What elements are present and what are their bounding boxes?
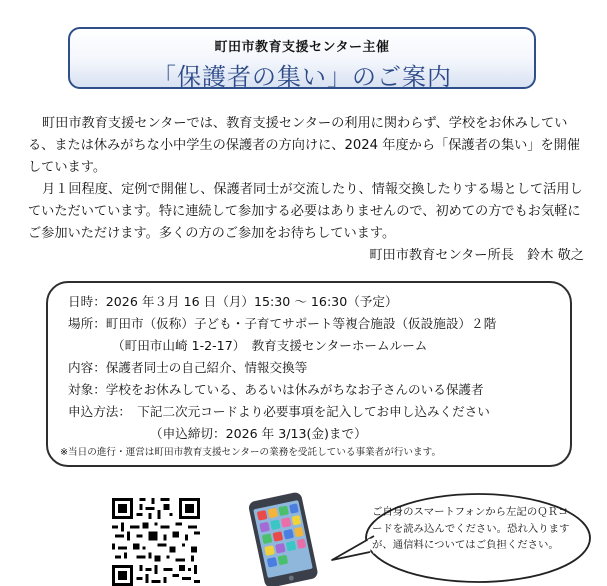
signature: 町田市教育センター所長 鈴木 敬之 [369,248,584,263]
footnote: ※当日の進行・運営は町田市教育支援センターの業務を受託している事業者が行います。 [60,447,442,458]
intro-paragraph-2: 月１回程度、定例で開催し、保護者同士が交流したり、情報交換したりする場として活用していただいています。特に連続して参加する必要はありませんので、初めての方でもお気軽にご参加いただけます。多くの方のご参加をお待ちしています。 [28,182,583,241]
qr-instruction-text: ご自身のスマートフォンから左記のＱＲコードを読み込んでください。恐れ入りますが、通信料についてはご負担ください。 [372,506,570,551]
page-title: 「保護者の集い」のご案内 [152,63,452,91]
event-place: 場所：町田市（仮称）子ども・子育てサポート等複合施設（仮設施設）２階 [68,316,497,331]
event-deadline: （申込締切：2026 年 3/13(金)まで） [150,426,367,441]
intro-paragraph-1: 町田市教育支援センターでは、教育支援センターの利用に関わらず、学校をお休みしている、または休みがちな小中学生の保護者の方向けに、2024 年度から「保護者の集い」を開催しています。 [28,116,581,175]
title-box [68,27,536,89]
intro-section [28,113,584,267]
event-target: 対象：学校をお休みしている、あるいは休みがちなお子さんのいる保護者 [68,382,484,397]
event-place-detail: （町田市山崎 1-2-17） 教育支援センターホームルーム [112,338,428,353]
event-details-box [46,281,572,467]
event-datetime: 日時：2026 年３月 16 日（月）15:30 ～ 16:30（予定） [68,294,398,309]
organizer-label: 町田市教育支援センター主催 [214,40,390,55]
event-content: 内容：保護者同士の自己紹介、情報交換等 [68,360,308,375]
qr-code-icon[interactable] [112,498,200,586]
event-apply-method: 申込方法： 下記二次元コードより必要事項を記入してお申し込みください [68,404,490,419]
smartphone-icon [238,492,328,586]
